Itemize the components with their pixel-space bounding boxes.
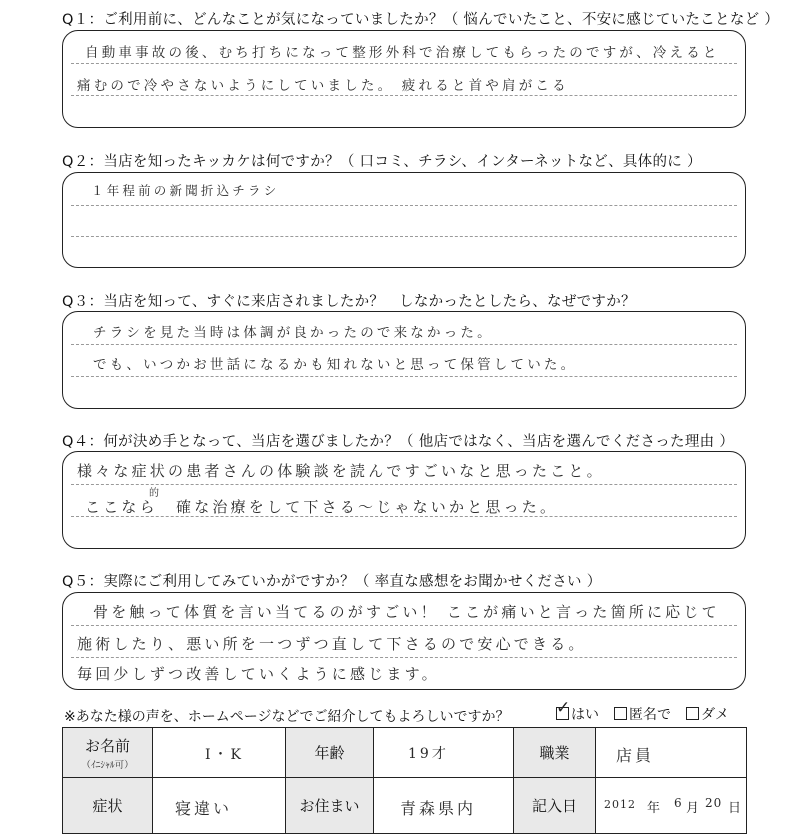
age-value: 19才	[408, 746, 449, 762]
name-sublabel: （ｲﾆｼｬﾙ可）	[81, 759, 134, 771]
answer-1-line-1: 自動車事故の後、むち打ちになって整形外科で治療してもらったのですが、冷えると	[85, 45, 720, 61]
question-4-title: Q４：何が決め手となって、当店を選びましたか？（ 他店ではなく、当店を選んでくださった理由 ）	[62, 434, 735, 450]
consent-option-anonymous-label: 匿名で	[629, 707, 671, 723]
address-value: 青森県内	[400, 799, 477, 818]
consent-option-no[interactable]	[686, 704, 729, 724]
question-5-title: Q５：実際にご利用してみていかがですか？（ 率直な感想をお聞かせください ）	[62, 574, 602, 590]
date-month: 6	[674, 796, 685, 810]
symptom-label: 症状	[63, 778, 153, 834]
consent-option-no-label: ダメ	[701, 707, 729, 723]
question-3-title: Q３：当店を知って、すぐに来店されましたか？ しなかったとしたら、なぜですか？	[62, 294, 636, 310]
symptom-value: 寝違い	[175, 799, 233, 818]
date-year-unit: 年	[647, 801, 661, 816]
answer-1-line-2: 痛むので冷やさないようにしていました。 疲れると首や肩がこる	[77, 78, 569, 94]
address-label: お住まい	[286, 778, 374, 834]
date-value-cell	[596, 778, 747, 834]
job-value: 店員	[616, 746, 655, 765]
answer-4-insert-mark: 的	[149, 488, 159, 499]
answer-2-line-1: １年程前の新聞折込チラシ	[91, 183, 280, 198]
consent-option-yes[interactable]	[556, 698, 599, 724]
job-value-cell	[596, 728, 747, 778]
answer-3-line-2: でも、いつかお世話になるかも知れないと思って保管していた。	[93, 357, 578, 373]
name-label: お名前	[84, 736, 130, 755]
date-day-unit: 日	[728, 801, 742, 816]
answer-box-3	[62, 311, 746, 409]
checkbox-yes[interactable]	[556, 698, 571, 720]
date-month-unit: 月	[686, 801, 700, 816]
consent-question: ※あなた様の声を、ホームページなどでご紹介してもよろしいですか？	[64, 709, 510, 725]
checkmark-icon: ✓	[556, 698, 571, 718]
name-value: I・K	[205, 747, 244, 763]
name-label-cell	[63, 728, 153, 778]
customer-info-table	[62, 727, 747, 834]
date-year: 2012	[604, 798, 636, 811]
checkbox-anonymous[interactable]	[614, 707, 627, 720]
age-label: 年齢	[286, 728, 374, 778]
question-2-title: Q２：当店を知ったキッカケは何ですか？（ 口コミ、チラシ、インターネットなど、具体的に ）	[62, 154, 702, 170]
consent-option-anonymous[interactable]	[614, 704, 671, 724]
address-value-cell	[374, 778, 514, 834]
checkbox-no[interactable]	[686, 707, 699, 720]
answer-box-2	[62, 172, 746, 268]
date-label: 記入日	[514, 778, 596, 834]
symptom-value-cell	[153, 778, 286, 834]
answer-4-line-2: ここなら 確な治療をして下さる〜じゃないかと思った。	[85, 498, 559, 516]
question-1-title: Q１：ご利用前に、どんなことが気になっていましたか？（ 悩んでいたこと、不安に感じていたことなど ）	[62, 12, 780, 28]
job-label: 職業	[514, 728, 596, 778]
date-day: 20	[705, 796, 723, 810]
answer-3-line-1: チラシを見た当時は体調が良かったので来なかった。	[93, 325, 494, 341]
age-value-cell	[374, 728, 514, 778]
answer-box-4	[62, 451, 746, 549]
answer-box-5	[62, 592, 746, 690]
answer-4-line-1: 様々な症状の患者さんの体験談を読んですごいなと思ったこと。	[77, 462, 605, 480]
answer-5-line-1: 骨を触って体質を言い当てるのがすごい！ ここが痛いと言った箇所に応じて	[93, 603, 720, 621]
answer-box-1	[62, 30, 746, 128]
answer-5-line-3: 毎回少しずつ改善していくように感じます。	[77, 665, 440, 683]
name-value-cell	[153, 728, 286, 778]
consent-option-yes-label: はい	[571, 707, 599, 723]
answer-5-line-2: 施術したり、悪い所を一つずつ直して下さるので安心できる。	[77, 635, 587, 653]
